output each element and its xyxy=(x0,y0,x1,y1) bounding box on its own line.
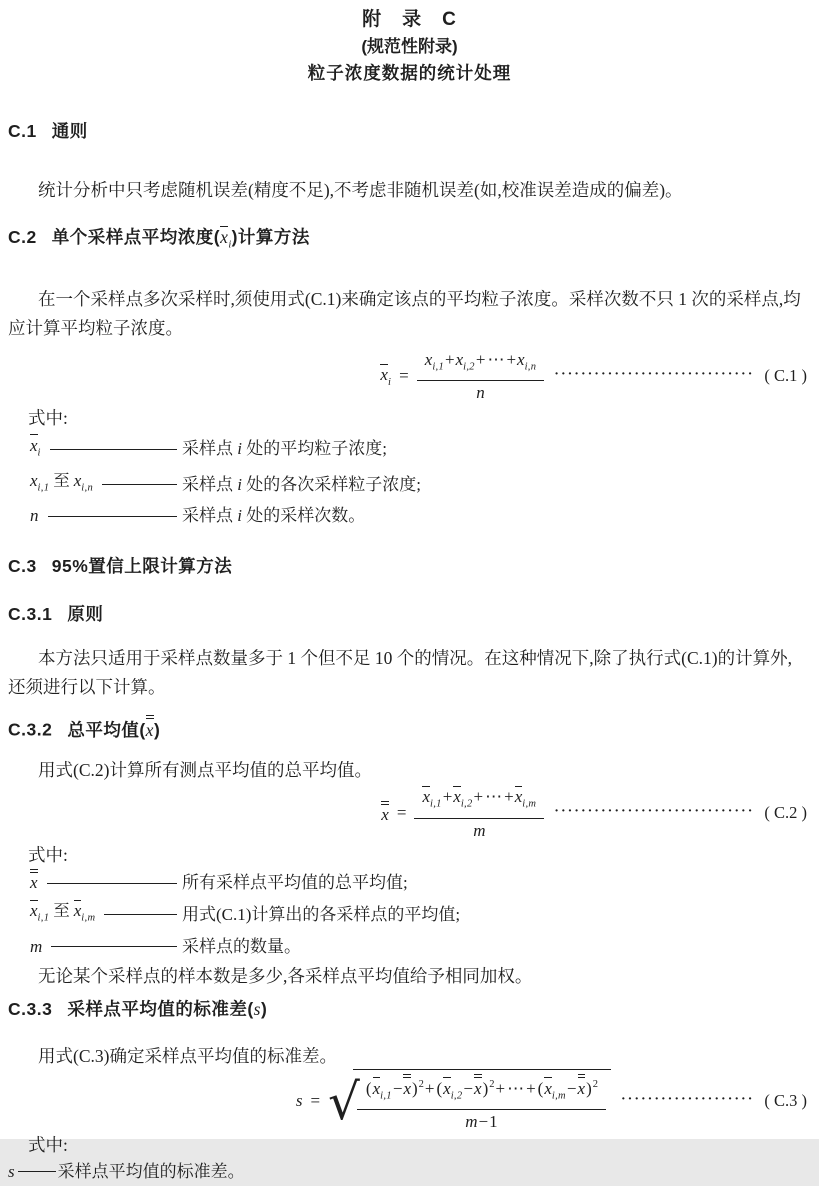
dot-leader: ···················· xyxy=(620,1091,755,1107)
var-n xyxy=(30,502,39,530)
fraction xyxy=(357,1073,606,1132)
overbar xyxy=(403,1077,411,1097)
var-s: s xyxy=(295,1090,303,1110)
definition-text-post: 处的采样次数。 xyxy=(241,506,366,526)
definition-lead xyxy=(30,897,182,932)
plus-operator: + xyxy=(495,1078,506,1098)
overbar xyxy=(544,1077,552,1097)
var-x: x xyxy=(514,787,523,807)
radicand xyxy=(353,1069,611,1132)
var-m: m xyxy=(473,820,486,840)
overbar xyxy=(30,872,38,892)
paragraph-c1: 统计分析中只考虑随机误差(精度不足),不考虑非随机误差(如,校准误差造成的偏差)。 xyxy=(38,180,683,200)
section-number: C.3.3 xyxy=(8,998,53,1019)
var-s xyxy=(254,999,261,1019)
section-number: C.3.2 xyxy=(8,719,53,740)
formula-c1-equation xyxy=(380,348,544,403)
definition-dash xyxy=(48,516,178,517)
definition-text-post: 处的平均粒子浓度; xyxy=(241,439,387,459)
subscript: i,2 xyxy=(463,361,475,373)
var-s: s xyxy=(8,1161,15,1181)
formula-c1 xyxy=(0,350,819,402)
equals-sign: = xyxy=(396,802,407,822)
var-xbar-i2 xyxy=(453,787,473,810)
appendix-subject: 粒子浓度数据的统计处理 xyxy=(307,63,512,83)
plus-operator: + xyxy=(424,1078,435,1098)
section-c3-heading xyxy=(0,554,819,578)
definition-text: 采样点平均值的标准差。 xyxy=(57,1161,245,1181)
subscript: i xyxy=(228,239,232,251)
overbar xyxy=(453,786,461,806)
subscript: i,n xyxy=(524,361,537,373)
subscript: i,2 xyxy=(450,1090,463,1102)
var-x-double-bar xyxy=(381,801,389,826)
denominator xyxy=(357,1110,606,1132)
definition-text-pre: 采样点 xyxy=(182,474,238,494)
appendix-title-block xyxy=(0,0,819,87)
appendix-type: (规范性附录) xyxy=(361,37,458,56)
denominator xyxy=(414,819,544,841)
outer-overbar xyxy=(578,1074,586,1097)
definition-lead xyxy=(30,869,182,898)
var-x: x xyxy=(453,787,461,807)
fraction xyxy=(414,785,544,841)
numerator xyxy=(357,1073,606,1110)
subscript: i,m xyxy=(522,798,537,810)
paragraph-c2: 在一个采样点多次采样时,须使用式(C.1)来确定该点的平均粒子浓度。采样次数不只 1 次的采样点,均应计算平均粒子浓度。 xyxy=(8,288,801,338)
plus-operator: + xyxy=(473,787,484,807)
section-title xyxy=(67,999,267,1019)
definition-lead xyxy=(30,502,182,530)
var-x: x xyxy=(145,719,154,740)
section-title xyxy=(67,720,160,740)
squared-exponent: 2 xyxy=(489,1079,495,1091)
var-x: x xyxy=(380,365,388,385)
dot-leader: ······························ xyxy=(554,366,755,382)
section-title: 原则 xyxy=(67,604,104,625)
subscript: i,m xyxy=(81,912,96,924)
minus-operator: − xyxy=(392,1078,403,1098)
paragraph-c32-note: 无论某个采样点的样本数是多少,各采样点平均值给予相同加权。 xyxy=(38,965,533,986)
section-title-post: ) xyxy=(260,998,268,1019)
var-m: m xyxy=(465,1112,478,1132)
cdots-ellipsis: ⋯ xyxy=(507,1078,525,1098)
outer-overbar xyxy=(403,1074,411,1097)
var-s xyxy=(296,1091,303,1111)
var-x-double-bar xyxy=(30,869,38,898)
section-c33-heading xyxy=(0,997,819,1021)
definition-row xyxy=(0,502,819,530)
definition-lead xyxy=(30,467,182,502)
var-x: x xyxy=(30,470,38,490)
definition-text xyxy=(182,502,365,530)
var-x-i2 xyxy=(455,349,475,373)
section-number: C.1 xyxy=(8,121,37,141)
overbar xyxy=(474,1077,482,1097)
formula-c3 xyxy=(0,1072,819,1132)
outer-overbar xyxy=(146,715,154,739)
right-paren: ) xyxy=(482,1078,489,1098)
definition-text-post: 处的各次采样粒子浓度; xyxy=(241,474,421,494)
var-m: m xyxy=(30,936,43,956)
var-i: i xyxy=(237,439,242,459)
plus-operator: + xyxy=(506,349,517,369)
section-title: 95%置信上限计算方法 xyxy=(51,556,233,577)
where-label: 式中: xyxy=(28,844,68,865)
denominator xyxy=(417,381,545,403)
minus-operator: − xyxy=(566,1078,577,1098)
var-x-double-bar xyxy=(578,1079,586,1098)
var-x: x xyxy=(422,787,430,807)
subscript: i,1 xyxy=(432,361,445,373)
var-n: n xyxy=(30,506,39,526)
number-one: 1 xyxy=(489,1112,498,1132)
var-x: x xyxy=(517,349,525,369)
overbar xyxy=(381,804,389,824)
plus-operator: + xyxy=(504,787,514,807)
var-x: x xyxy=(455,349,464,369)
var-x-double-bar xyxy=(474,1079,482,1098)
cdots-ellipsis: ⋯ xyxy=(485,787,503,807)
var-x: x xyxy=(73,470,82,490)
var-xbar-i2 xyxy=(443,1078,463,1102)
definition-text xyxy=(182,435,387,463)
section-title-post: ) xyxy=(153,719,161,740)
var-xbar-i xyxy=(380,364,391,388)
subscript: i,1 xyxy=(429,798,442,810)
section-title-pre: 总平均值( xyxy=(67,719,146,740)
cdots-ellipsis: ⋯ xyxy=(487,349,505,369)
overbar xyxy=(30,434,38,454)
var-x-double-bar xyxy=(146,720,154,740)
definition-row-s xyxy=(0,1158,819,1186)
where-label: 式中: xyxy=(28,407,68,428)
definition-text: 所有采样点平均值的总平均值; xyxy=(182,873,408,893)
left-paren: ( xyxy=(537,1078,544,1098)
right-paren: ) xyxy=(586,1078,592,1098)
var-xbar-i xyxy=(30,432,41,467)
subscript: i,1 xyxy=(37,482,50,494)
var-x-range xyxy=(30,467,93,502)
section-c31-heading xyxy=(0,602,819,626)
var-xbar-i1 xyxy=(422,787,442,810)
definition-text xyxy=(182,471,421,499)
left-paren: ( xyxy=(365,1078,372,1098)
right-paren: ) xyxy=(411,1078,418,1098)
equals-sign: = xyxy=(399,365,409,385)
plus-operator: + xyxy=(526,1078,536,1098)
var-x: x xyxy=(424,349,433,369)
section-c32-heading xyxy=(0,715,819,742)
numerator xyxy=(414,785,544,819)
paragraph-c33: 用式(C.3)确定采样点平均值的标准差。 xyxy=(38,1045,337,1066)
var-x: x xyxy=(30,435,38,455)
var-x-in xyxy=(517,349,537,373)
var-xbar-i xyxy=(220,227,232,251)
section-c2-heading xyxy=(0,225,819,258)
equation-number: ( C.1 ) xyxy=(764,365,807,385)
overbar xyxy=(30,900,38,920)
definition-row xyxy=(0,897,819,932)
var-x: x xyxy=(474,1078,482,1098)
formula-c2-equation xyxy=(381,785,544,841)
definition-list-c1 xyxy=(0,432,819,531)
where-label: 式中: xyxy=(28,1134,68,1155)
definition-row xyxy=(0,933,819,961)
overbar xyxy=(146,718,154,739)
section-title-post: )计算方法 xyxy=(231,227,310,247)
fraction xyxy=(417,348,545,403)
definition-dash xyxy=(104,914,177,915)
definition-list-c32 xyxy=(0,869,819,961)
var-xbar-i1 xyxy=(372,1078,392,1102)
plus-operator: + xyxy=(445,349,455,369)
outer-overbar xyxy=(381,801,389,824)
numerator xyxy=(417,348,545,381)
var-s: s xyxy=(253,998,261,1019)
section-number: C.3 xyxy=(8,556,37,577)
subscript: i,m xyxy=(551,1090,566,1102)
var-x: x xyxy=(30,901,38,921)
var-x-double-bar xyxy=(403,1079,411,1098)
subscript: i xyxy=(37,446,41,458)
var-m xyxy=(30,933,42,961)
definition-lead xyxy=(30,933,182,961)
equation-number: ( C.3 ) xyxy=(764,1090,807,1110)
plus-operator: + xyxy=(475,349,486,369)
equation-number: ( C.2 ) xyxy=(764,802,807,822)
var-x: x xyxy=(73,901,82,921)
definition-lead xyxy=(30,432,182,467)
left-paren: ( xyxy=(436,1078,443,1098)
subscript: i xyxy=(387,376,392,388)
definition-text-pre: 采样点 xyxy=(182,439,238,459)
var-xbar-range xyxy=(30,897,95,932)
var-x: x xyxy=(381,805,389,825)
overbar xyxy=(422,786,430,806)
definition-dash xyxy=(50,449,177,450)
var-xbar-im xyxy=(544,1078,566,1102)
overbar xyxy=(380,364,388,384)
var-x: x xyxy=(220,227,229,247)
section-number: C.2 xyxy=(8,227,37,247)
definition-text: 采样点的数量。 xyxy=(182,936,301,956)
section-title-pre: 单个采样点平均浓度( xyxy=(51,227,221,247)
plus-operator: + xyxy=(442,787,453,807)
outer-overbar xyxy=(30,869,38,892)
definition-row xyxy=(0,432,819,467)
overbar xyxy=(443,1077,451,1097)
definition-dash xyxy=(47,883,177,884)
definition-row xyxy=(0,869,819,898)
minus-operator: − xyxy=(463,1078,474,1098)
section-title xyxy=(51,227,310,251)
var-xbar-im xyxy=(514,787,537,810)
definition-dash xyxy=(51,946,177,947)
var-x-i1 xyxy=(424,349,445,373)
range-word: 至 xyxy=(53,901,70,921)
equals-sign: = xyxy=(310,1090,321,1110)
squared-exponent: 2 xyxy=(418,1079,424,1091)
formula-c3-equation xyxy=(296,1069,611,1132)
subscript: i,1 xyxy=(380,1090,392,1102)
subscript: i,1 xyxy=(37,912,50,924)
square-root: √ $\frac{(x_{i,1}-x)^2+ (x_{i,2}-x)^2+ \cdots + (x_{i,m}-x)^2}{m-1}$ xyxy=(328,1069,611,1132)
definition-row xyxy=(0,467,819,502)
var-s xyxy=(8,1158,15,1186)
minus-operator: − xyxy=(478,1112,489,1132)
section-number: C.3.1 xyxy=(8,604,53,625)
var-x: x xyxy=(577,1078,586,1098)
var-i: i xyxy=(237,474,242,494)
var-x: x xyxy=(30,873,38,893)
dot-leader: ······························ xyxy=(554,803,755,819)
paragraph-c31: 本方法只适用于采样点数量多于 1 个但不足 10 个的情况。在这种情况下,除了执行式(C.1)的计算外,还须进行以下计算。 xyxy=(8,648,792,698)
section-c1-heading xyxy=(0,119,819,143)
var-x: x xyxy=(443,1078,451,1098)
section-title-pre: 采样点平均值的标准差( xyxy=(67,998,254,1019)
definition-dash xyxy=(18,1171,56,1172)
formula-c2 xyxy=(0,787,819,839)
paragraph-c32: 用式(C.2)计算所有测点平均值的总平均值。 xyxy=(38,759,372,780)
definition-text: 用式(C.1)计算出的各采样点的平均值; xyxy=(182,904,461,924)
section-title: 通则 xyxy=(51,121,88,141)
overbar xyxy=(373,1077,381,1097)
appendix-label: 附 录 C xyxy=(362,9,457,30)
range-word: 至 xyxy=(53,470,70,490)
var-i: i xyxy=(237,506,242,526)
definition-text-pre: 采样点 xyxy=(182,506,238,526)
var-x: x xyxy=(544,1078,552,1098)
squared-exponent: 2 xyxy=(592,1079,598,1091)
subscript: i,n xyxy=(81,482,93,494)
definition-dash xyxy=(102,484,177,485)
subscript: i,2 xyxy=(460,798,473,810)
var-x: x xyxy=(372,1078,381,1098)
var-n: n xyxy=(476,383,485,403)
overbar xyxy=(578,1077,586,1097)
outer-overbar xyxy=(474,1074,482,1097)
var-x: x xyxy=(403,1078,411,1098)
